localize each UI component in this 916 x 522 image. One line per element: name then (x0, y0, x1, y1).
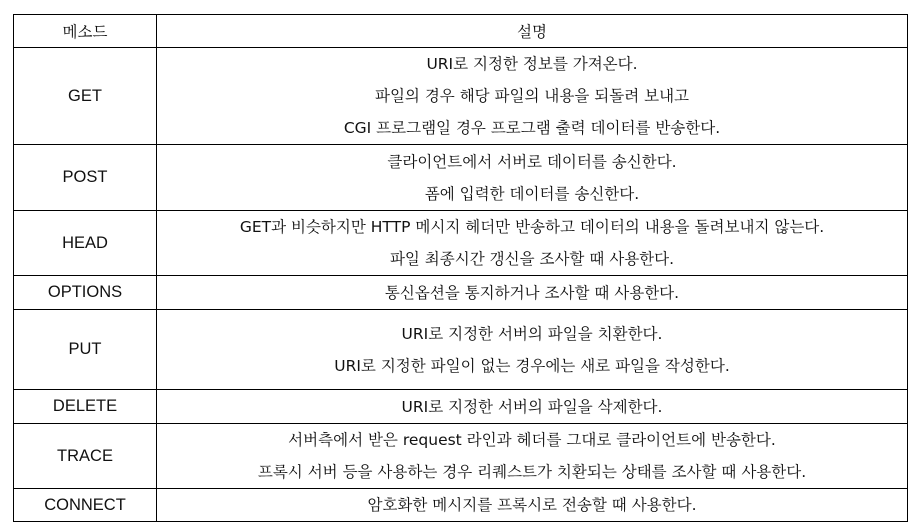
description-cell (157, 489, 908, 522)
description-line: 암호화한 메시지를 프록시로 전송할 때 사용한다. (367, 496, 697, 514)
description-line: URI로 지정한 서버의 파일을 삭제한다. (401, 397, 663, 416)
description-line: 프록시 서버 등을 사용하는 경우 리퀘스트가 치환되는 상태를 조사할 때 사용한다. (257, 463, 807, 481)
description-cell (157, 424, 908, 489)
method-cell: PUT (14, 310, 157, 390)
table-row-options (14, 276, 908, 310)
method-cell: TRACE (14, 424, 157, 489)
header-method: 메소드 (14, 15, 157, 48)
method-cell: OPTIONS (14, 276, 157, 310)
table-row-trace (14, 424, 908, 489)
description-cell (157, 48, 908, 145)
table-row-delete (14, 390, 908, 424)
description-cell (157, 390, 908, 424)
method-cell: CONNECT (14, 489, 157, 522)
description-cell (157, 145, 908, 211)
description-cell (157, 310, 908, 390)
description-line: 통신옵션을 통지하거나 조사할 때 사용한다. (384, 283, 680, 302)
description-line: 서버측에서 받은 request 라인과 헤더를 그대로 클라이언트에 반송한다. (288, 431, 776, 449)
header-row (14, 15, 908, 48)
method-cell: DELETE (14, 390, 157, 424)
header-description: 설명 (157, 15, 908, 48)
table-row-put (14, 310, 908, 390)
method-cell: HEAD (14, 211, 157, 276)
http-methods-table (13, 14, 908, 522)
description-cell (157, 276, 908, 310)
description-line: GET과 비슷하지만 HTTP 메시지 헤더만 반송하고 데이터의 내용을 돌려보내지 않는다. (239, 218, 825, 236)
description-line: 파일 최종시간 갱신을 조사할 때 사용한다. (389, 250, 675, 268)
description-line: CGI 프로그램일 경우 프로그램 출력 데이터를 반송한다. (343, 119, 721, 137)
description-cell (157, 211, 908, 276)
table-row-get (14, 48, 908, 145)
description-line: 파일의 경우 해당 파일의 내용을 되돌려 보내고 (374, 87, 690, 105)
method-cell: GET (14, 48, 157, 145)
table-row-post (14, 145, 908, 211)
description-line: 클라이언트에서 서버로 데이터를 송신한다. (387, 152, 677, 171)
description-line: URI로 지정한 정보를 가져온다. (426, 55, 638, 73)
description-line: 폼에 입력한 데이터를 송신한다. (424, 184, 640, 203)
description-line: URI로 지정한 파일이 없는 경우에는 새로 파일을 작성한다. (334, 356, 730, 375)
description-line: URI로 지정한 서버의 파일을 치환한다. (401, 324, 663, 343)
method-cell: POST (14, 145, 157, 211)
table-row-head (14, 211, 908, 276)
table-row-connect (14, 489, 908, 522)
